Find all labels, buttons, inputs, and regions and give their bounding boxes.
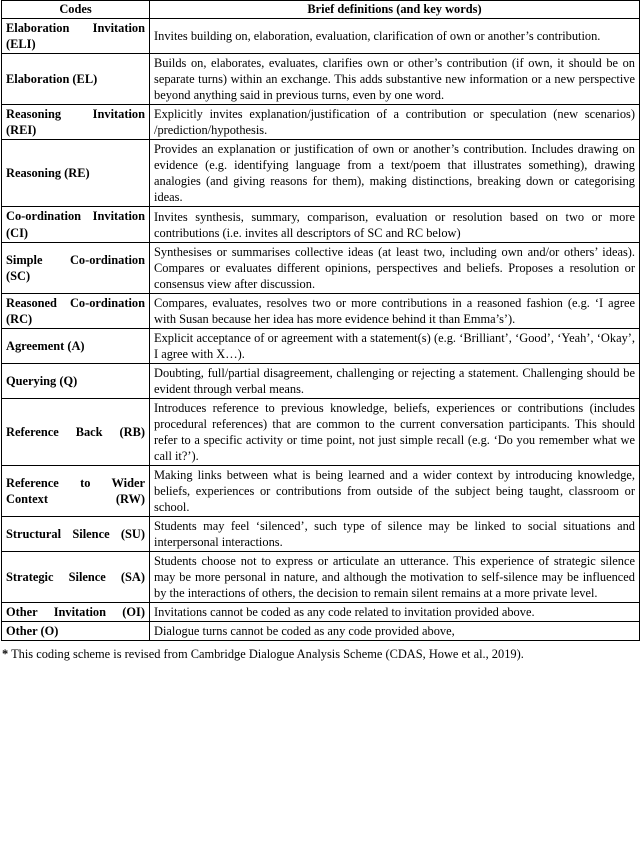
code-label-re: Reasoning (RE): [2, 140, 150, 207]
code-label-oi: Other Invitation (OI): [2, 602, 150, 621]
table-row: [2, 207, 640, 242]
code-definition-rb: Introduces reference to previous knowledge, beliefs, experiences or contributions (includes procedural references) that are common to the current conversation participants. This should refer to a specific activity or time point, not just simple recall (e.g. ‘Do you remember what we call it?’).: [150, 398, 640, 465]
code-label-eli: Elaboration Invitation (ELI): [2, 18, 150, 53]
table-row: [2, 363, 640, 398]
code-label-a: Agreement (A): [2, 328, 150, 363]
table-footnote: [2, 646, 638, 664]
table-row: [2, 242, 640, 293]
table-header: [2, 1, 640, 19]
code-definition-rei: Explicitly invites explanation/justification of a contribution or speculation (new scenarios) /prediction/hypothesis.: [150, 105, 640, 140]
code-definition-a: Explicit acceptance of or agreement with a statement(s) (e.g. ‘Brilliant’, ‘Good’, ‘Yeah’, ‘Okay’, I agree with X…).: [150, 328, 640, 363]
column-header-definitions: Brief definitions (and key words): [150, 1, 640, 19]
coding-scheme-table: [1, 0, 640, 641]
code-definition-eli: Invites building on, elaboration, evaluation, clarification of own or another’s contribution.: [150, 18, 640, 53]
code-definition-re: Provides an explanation or justification of own or another’s contribution. Includes drawing on evidence (e.g. identifying language from a text/poem that illustrates something), drawing analogies (and giving reasons for them), making distinctions, breaking down or categorising ideas.: [150, 140, 640, 207]
table-row: [2, 18, 640, 53]
table-row: [2, 398, 640, 465]
table-row: [2, 551, 640, 602]
table-row: [2, 105, 640, 140]
code-label-el: Elaboration (EL): [2, 54, 150, 105]
table-row: [2, 602, 640, 621]
code-label-rc: Reasoned Co-ordination (RC): [2, 293, 150, 328]
code-definition-q: Doubting, full/partial disagreement, challenging or rejecting a statement. Challenging should be evident through verbal means.: [150, 363, 640, 398]
code-definition-ci: Invites synthesis, summary, comparison, evaluation or resolution based on two or more contributions (i.e. invites all descriptors of SC and RC below): [150, 207, 640, 242]
code-definition-o: Dialogue turns cannot be coded as any code provided above,: [150, 622, 640, 641]
code-definition-sc: Synthesises or summarises collective ideas (at least two, including own and/or others’ ideas). Compares or evaluates different opinions, perspectives and beliefs. Proposes a resolution or consensus view after discussion.: [150, 242, 640, 293]
code-label-rw: Reference to Wider Context (RW): [2, 465, 150, 516]
code-label-sc: Simple Co-ordination (SC): [2, 242, 150, 293]
code-label-o: Other (O): [2, 622, 150, 641]
table-header-row: [2, 1, 640, 19]
code-label-ci: Co-ordination Invitation (CI): [2, 207, 150, 242]
code-definition-su: Students may feel ‘silenced’, such type of silence may be linked to social situations and interpersonal interactions.: [150, 516, 640, 551]
code-label-rb: Reference Back (RB): [2, 398, 150, 465]
table-row: [2, 516, 640, 551]
code-label-su: Structural Silence (SU): [2, 516, 150, 551]
table-row: [2, 328, 640, 363]
code-definition-oi: Invitations cannot be coded as any code related to invitation provided above.: [150, 602, 640, 621]
code-label-q: Querying (Q): [2, 363, 150, 398]
code-definition-rc: Compares, evaluates, resolves two or more contributions in a reasoned fashion (e.g. ‘I agree with Susan because her idea has more evidence behind it than Emma’s’).: [150, 293, 640, 328]
table-row: [2, 140, 640, 207]
table-row: [2, 54, 640, 105]
code-label-rei: Reasoning Invitation (REI): [2, 105, 150, 140]
table-row: [2, 293, 640, 328]
code-label-sa: Strategic Silence (SA): [2, 551, 150, 602]
code-definition-rw: Making links between what is being learned and a wider context by introducing knowledge, beliefs, experiences or contributions from outside of the subject being taught, classroom or school.: [150, 465, 640, 516]
code-definition-el: Builds on, elaborates, evaluates, clarifies own or other’s contribution (if own, it should be on separate turns) within an exchange. This adds substantive new information or a new perspective beyond anything said in previous turns, even by one word.: [150, 54, 640, 105]
footnote-text: This coding scheme is revised from Cambridge Dialogue Analysis Scheme (CDAS, Howe et al., 2019).: [8, 647, 524, 662]
footnote-marker: *: [2, 647, 9, 662]
table-body: [2, 18, 640, 640]
code-definition-sa: Students choose not to express or articulate an utterance. This experience of strategic silence may be more personal in nature, and although the motivation to self-silence may be influenced by the interactions of others, the decision to remain silent remains at a more private level.: [150, 551, 640, 602]
table-row: [2, 465, 640, 516]
table-row: [2, 622, 640, 641]
column-header-codes: Codes: [2, 1, 150, 19]
